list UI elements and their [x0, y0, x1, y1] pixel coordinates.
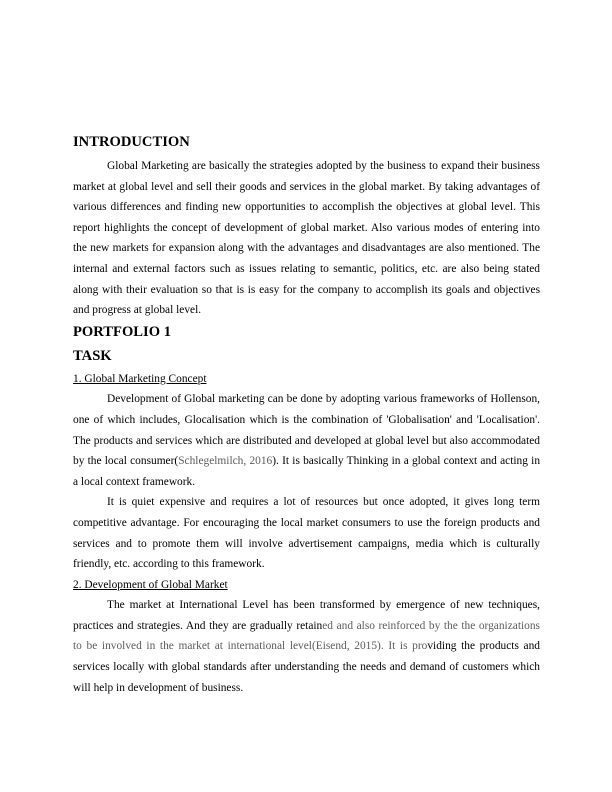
section-2-paragraph-1: [73, 595, 540, 698]
document-body: [73, 133, 540, 698]
portfolio-heading: PORTFOLIO 1: [73, 323, 172, 340]
citation-eisend: ed and also reinforced by the the organizations to be involved in the market at international level(Eisend, 2015). It is pro: [73, 619, 540, 653]
citation-schlegelmilch: Schlegelmilch, 2016: [178, 455, 273, 468]
section-2-text-cont: viding the products and services locally with global standards after understanding the needs and demand of customers which will help in development of business.: [73, 640, 540, 694]
task-heading: TASK: [73, 347, 112, 364]
section-1-paragraph-2: It is quiet expensive and requires a lot of resources but once adopted, it gives long term competitive advantage. For encouraging the local market consumers to use the foreign products and services and to promote them will involve advertisement campaigns, media which is culturally friendly, etc. according to this framework.: [73, 496, 540, 571]
section-2-title: 2. Development of Global Market: [73, 578, 228, 591]
introduction-heading: INTRODUCTION: [73, 134, 190, 150]
section-2-text: The market at International Level has been transformed by emergence of new techniques, practices and strategies. And they are gradually retain: [73, 599, 540, 632]
section-1-paragraph-1: [73, 389, 540, 492]
introduction-paragraph: Global Marketing are basically the strategies adopted by the business to expand their business market at global level and sell their goods and services in the global market. By taking advantages of various differences and finding new opportunities to accomplish the objectives at global level. This report highlights the concept of development of global market. Also various modes of entering into the new markets for expansion along with the advantages and disadvantages are also mentioned. The internal and external factors such as issues relating to semantic, politics, etc. are also being stated along with their evaluation so that is is easy for the company to accomplish its goals and objectives and progress at global level.: [73, 160, 540, 317]
section-1-text: Development of Global marketing can be done by adopting various frameworks of Hollenson, one of which includes, Glocalisation which is the combination of 'Globalisation' and 'Localisation'. The products and services which are distributed and developed at global level but also accommodated by the local consumer(: [73, 393, 540, 468]
section-1-text-cont: ). It is basically Thinking in a global context and acting in a local context framework.: [73, 455, 541, 488]
section-1-title: 1. Global Marketing Concept: [73, 372, 207, 385]
